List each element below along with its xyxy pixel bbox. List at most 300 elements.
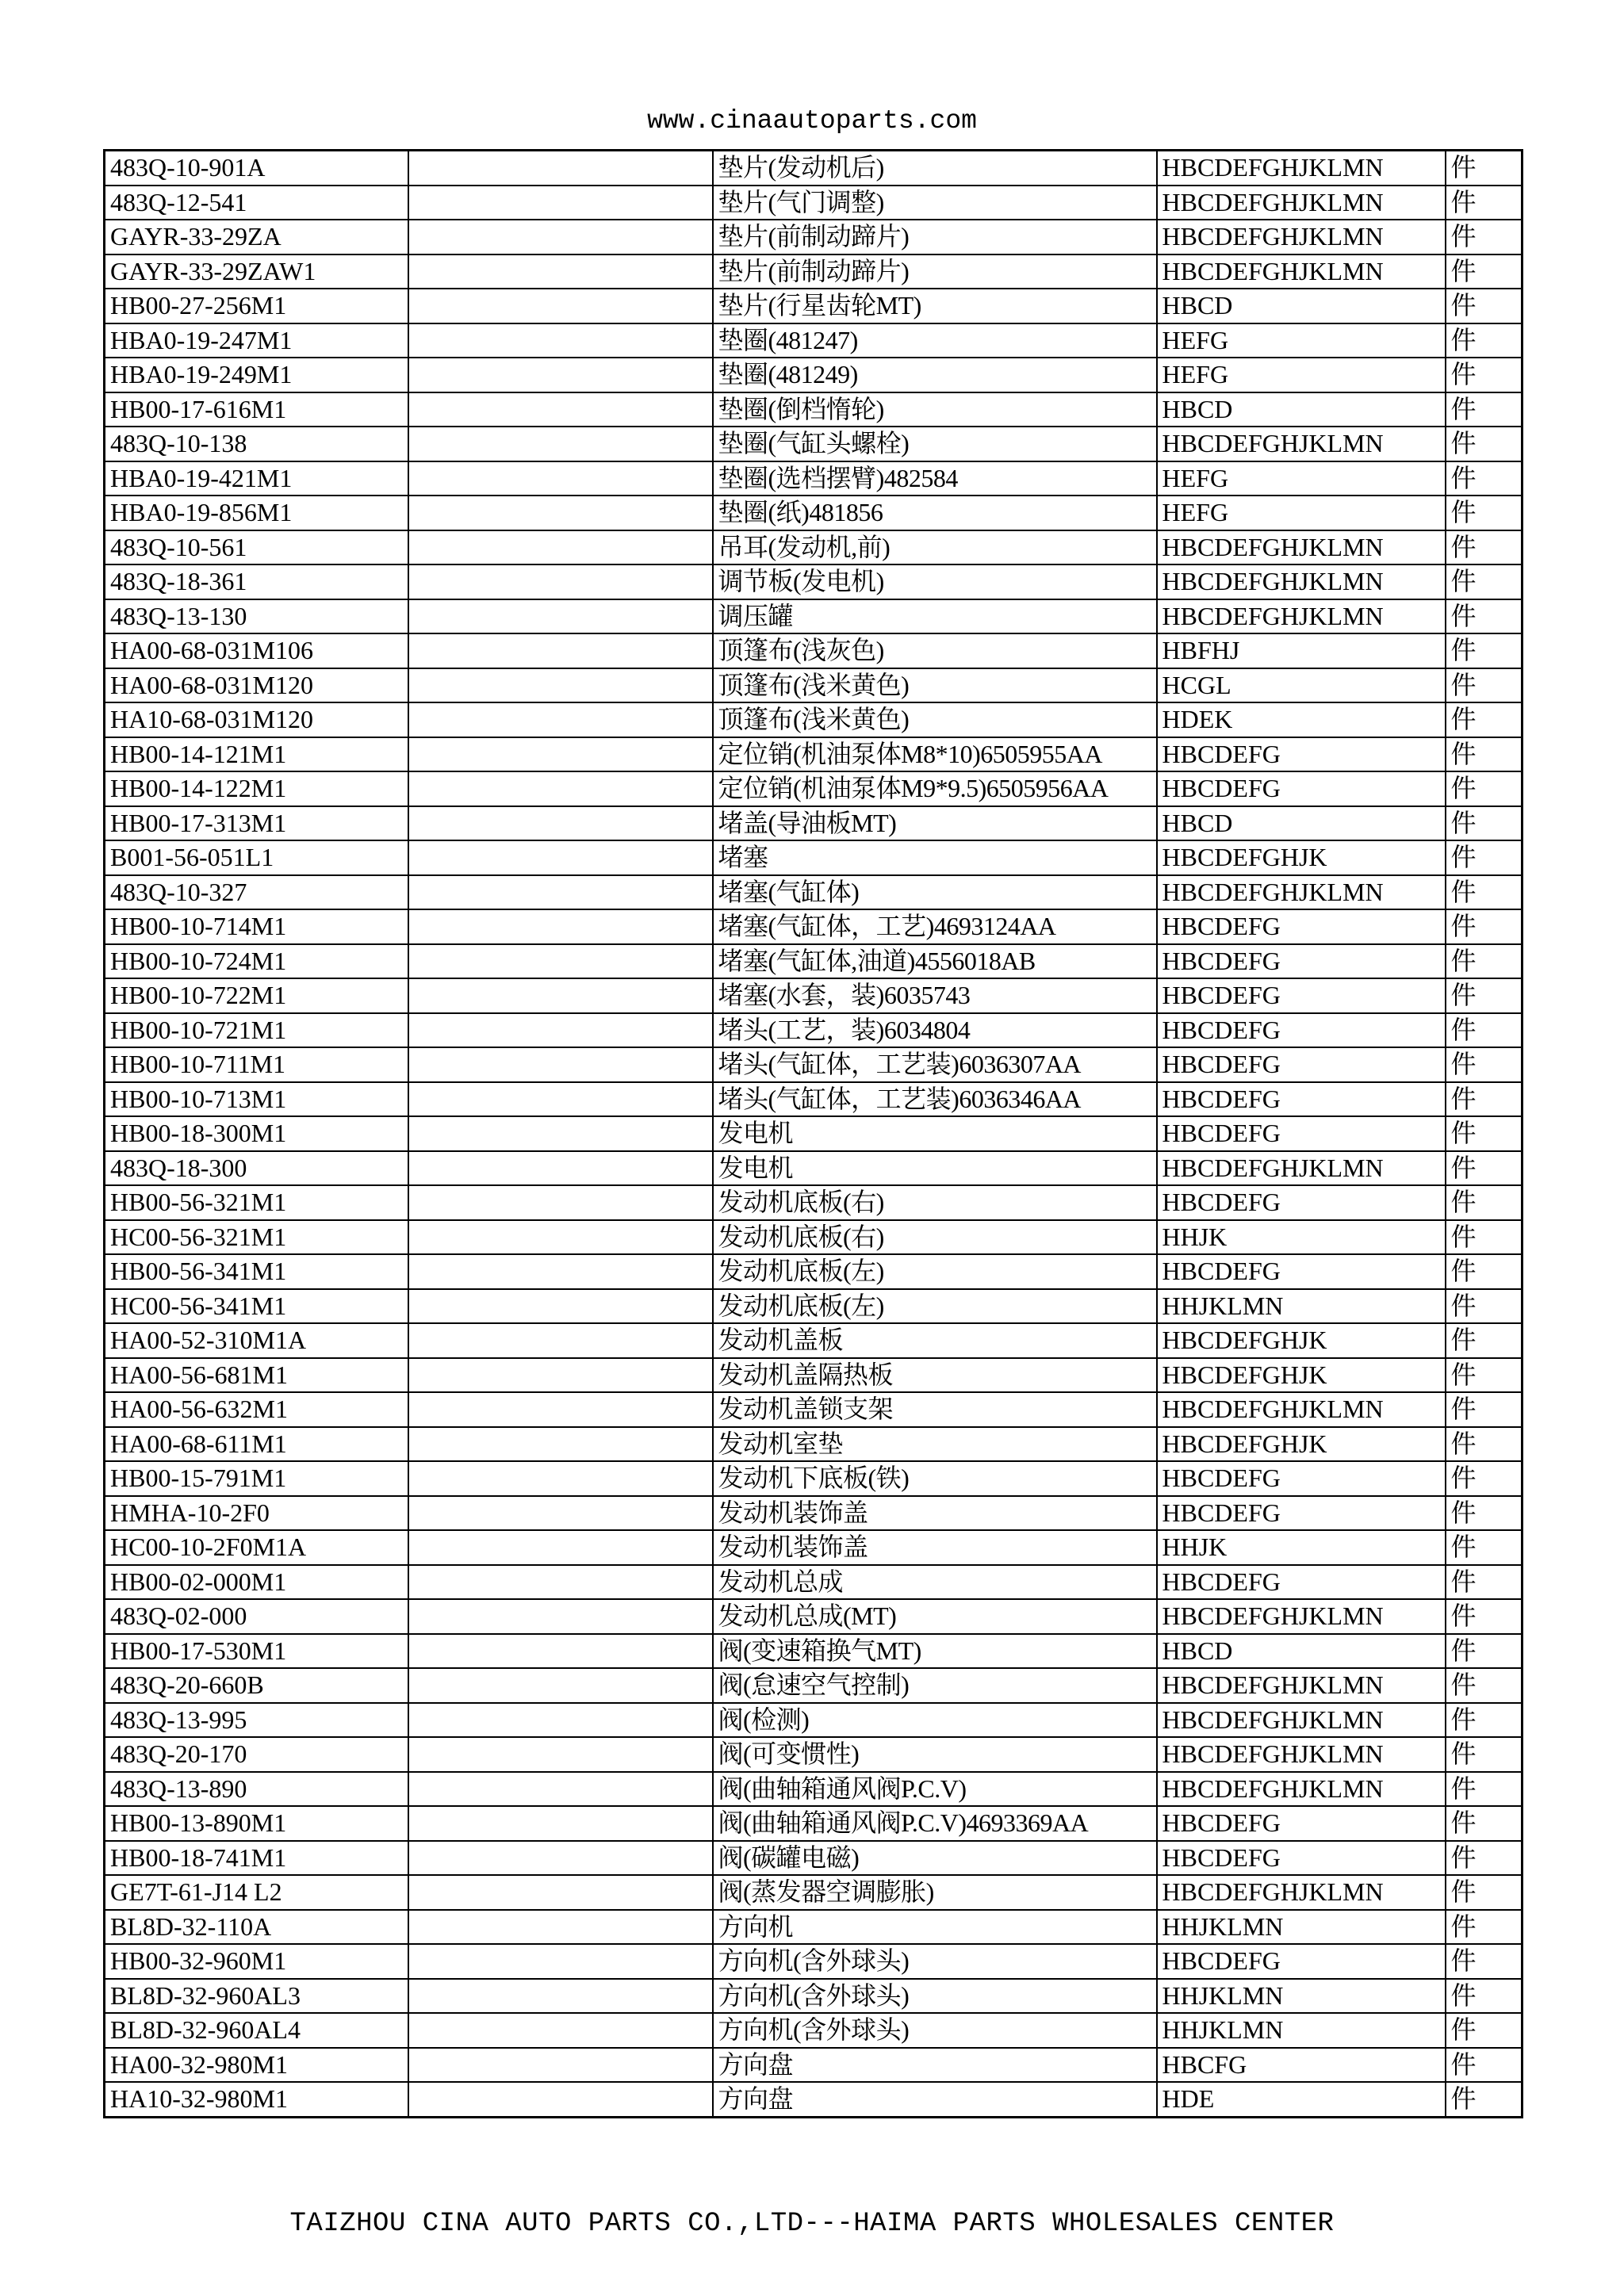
unit-cell: 件: [1446, 1703, 1522, 1738]
part-name-cell: 阀(怠速空气控制): [713, 1668, 1157, 1703]
applicable-models-cell: HBCDEFGHJKLMN: [1157, 1151, 1446, 1186]
table-row: [105, 496, 1522, 530]
applicable-models-cell: HBFHJ: [1157, 633, 1446, 668]
applicable-models-cell: HBCDEFGHJKLMN: [1157, 1668, 1446, 1703]
part-number-cell: HA00-68-031M106: [105, 633, 408, 668]
applicable-models-cell: HBCDEFG: [1157, 1944, 1446, 1979]
table-row: [105, 392, 1522, 427]
part-name-cell: 发动机底板(右): [713, 1220, 1157, 1255]
applicable-models-cell: HBCD: [1157, 1634, 1446, 1669]
unit-cell: 件: [1446, 1737, 1522, 1772]
unit-cell: 件: [1446, 840, 1522, 875]
blank-cell: [408, 1565, 713, 1600]
part-name-cell: 垫片(行星齿轮MT): [713, 289, 1157, 323]
part-name-cell: 堵塞: [713, 840, 1157, 875]
table-row: [105, 737, 1522, 772]
blank-cell: [408, 1599, 713, 1634]
part-number-cell: 483Q-12-541: [105, 186, 408, 220]
blank-cell: [408, 186, 713, 220]
table-row: [105, 806, 1522, 841]
applicable-models-cell: HBCD: [1157, 289, 1446, 323]
applicable-models-cell: HBCDEFG: [1157, 978, 1446, 1013]
part-number-cell: 483Q-20-170: [105, 1737, 408, 1772]
table-row: [105, 1599, 1522, 1634]
blank-cell: [408, 1910, 713, 1945]
part-number-cell: HB00-15-791M1: [105, 1461, 408, 1496]
unit-cell: 件: [1446, 2048, 1522, 2083]
unit-cell: 件: [1446, 1565, 1522, 1600]
unit-cell: 件: [1446, 1289, 1522, 1324]
applicable-models-cell: HBCDEFGHJKLMN: [1157, 220, 1446, 254]
part-name-cell: 阀(变速箱换气MT): [713, 1634, 1157, 1669]
part-number-cell: HA00-68-031M120: [105, 668, 408, 703]
unit-cell: 件: [1446, 1013, 1522, 1048]
part-number-cell: HB00-17-313M1: [105, 806, 408, 841]
table-row: [105, 1565, 1522, 1600]
unit-cell: 件: [1446, 1082, 1522, 1117]
table-row: [105, 1013, 1522, 1048]
table-row: [105, 1220, 1522, 1255]
applicable-models-cell: HEFG: [1157, 323, 1446, 358]
applicable-models-cell: HBCDEFG: [1157, 1461, 1446, 1496]
table-row: [105, 875, 1522, 910]
part-number-cell: HB00-10-711M1: [105, 1047, 408, 1082]
part-number-cell: HB00-10-714M1: [105, 909, 408, 944]
part-number-cell: HB00-32-960M1: [105, 1944, 408, 1979]
table-row: [105, 254, 1522, 289]
part-name-cell: 发动机底板(左): [713, 1254, 1157, 1289]
part-number-cell: HA10-68-031M120: [105, 702, 408, 737]
applicable-models-cell: HHJKLMN: [1157, 2013, 1446, 2048]
applicable-models-cell: HBCDEFG: [1157, 1013, 1446, 1048]
applicable-models-cell: HEFG: [1157, 358, 1446, 392]
part-name-cell: 调节板(发电机): [713, 564, 1157, 599]
table-row: [105, 1737, 1522, 1772]
table-row: [105, 1910, 1522, 1945]
part-name-cell: 方向盘: [713, 2082, 1157, 2117]
part-number-cell: GAYR-33-29ZAW1: [105, 254, 408, 289]
blank-cell: [408, 496, 713, 530]
applicable-models-cell: HBCDEFGHJK: [1157, 1427, 1446, 1462]
blank-cell: [408, 427, 713, 461]
table-row: [105, 1358, 1522, 1393]
blank-cell: [408, 151, 713, 186]
unit-cell: 件: [1446, 1979, 1522, 2014]
unit-cell: 件: [1446, 944, 1522, 979]
part-number-cell: HA00-56-632M1: [105, 1392, 408, 1427]
part-number-cell: B001-56-051L1: [105, 840, 408, 875]
unit-cell: 件: [1446, 186, 1522, 220]
applicable-models-cell: HBCDEFGHJK: [1157, 840, 1446, 875]
blank-cell: [408, 220, 713, 254]
table-row: [105, 1427, 1522, 1462]
unit-cell: 件: [1446, 875, 1522, 910]
blank-cell: [408, 323, 713, 358]
applicable-models-cell: HBCDEFG: [1157, 1841, 1446, 1876]
part-number-cell: HB00-56-341M1: [105, 1254, 408, 1289]
blank-cell: [408, 254, 713, 289]
applicable-models-cell: HBCDEFG: [1157, 1047, 1446, 1082]
applicable-models-cell: HBCDEFGHJKLMN: [1157, 1703, 1446, 1738]
table-row: [105, 2013, 1522, 2048]
unit-cell: 件: [1446, 1116, 1522, 1151]
part-number-cell: HB00-27-256M1: [105, 289, 408, 323]
part-name-cell: 垫片(前制动蹄片): [713, 220, 1157, 254]
unit-cell: 件: [1446, 1047, 1522, 1082]
part-number-cell: HB00-10-722M1: [105, 978, 408, 1013]
unit-cell: 件: [1446, 978, 1522, 1013]
blank-cell: [408, 289, 713, 323]
applicable-models-cell: HBCDEFGHJKLMN: [1157, 875, 1446, 910]
part-number-cell: HA00-68-611M1: [105, 1427, 408, 1462]
unit-cell: 件: [1446, 1668, 1522, 1703]
part-name-cell: 阀(检测): [713, 1703, 1157, 1738]
part-number-cell: 483Q-18-300: [105, 1151, 408, 1186]
part-name-cell: 发动机装饰盖: [713, 1496, 1157, 1531]
blank-cell: [408, 1151, 713, 1186]
part-name-cell: 垫片(气门调整): [713, 186, 1157, 220]
applicable-models-cell: HBCDEFGHJKLMN: [1157, 1772, 1446, 1807]
part-name-cell: 堵头(气缸体，工艺装)6036346AA: [713, 1082, 1157, 1117]
blank-cell: [408, 2013, 713, 2048]
unit-cell: 件: [1446, 220, 1522, 254]
part-number-cell: 483Q-18-361: [105, 564, 408, 599]
part-number-cell: BL8D-32-960AL4: [105, 2013, 408, 2048]
blank-cell: [408, 1737, 713, 1772]
part-name-cell: 顶篷布(浅米黄色): [713, 668, 1157, 703]
table-row: [105, 1875, 1522, 1910]
unit-cell: 件: [1446, 909, 1522, 944]
table-row: [105, 909, 1522, 944]
table-row: [105, 220, 1522, 254]
unit-cell: 件: [1446, 1634, 1522, 1669]
part-name-cell: 方向机: [713, 1910, 1157, 1945]
table-row: [105, 1634, 1522, 1669]
applicable-models-cell: HDEK: [1157, 702, 1446, 737]
blank-cell: [408, 840, 713, 875]
part-name-cell: 发动机室垫: [713, 1427, 1157, 1462]
table-row: [105, 1151, 1522, 1186]
part-name-cell: 堵头(工艺，装)6034804: [713, 1013, 1157, 1048]
applicable-models-cell: HBCDEFG: [1157, 1254, 1446, 1289]
table-row: [105, 1185, 1522, 1220]
table-row: [105, 633, 1522, 668]
table-row: [105, 186, 1522, 220]
blank-cell: [408, 978, 713, 1013]
part-name-cell: 方向机(含外球头): [713, 1979, 1157, 2014]
applicable-models-cell: HCGL: [1157, 668, 1446, 703]
part-number-cell: BL8D-32-960AL3: [105, 1979, 408, 2014]
table-row: [105, 668, 1522, 703]
blank-cell: [408, 1703, 713, 1738]
blank-cell: [408, 1289, 713, 1324]
blank-cell: [408, 1427, 713, 1462]
part-number-cell: 483Q-13-995: [105, 1703, 408, 1738]
table-row: [105, 461, 1522, 496]
blank-cell: [408, 358, 713, 392]
table-row: [105, 1116, 1522, 1151]
part-number-cell: HMHA-10-2F0: [105, 1496, 408, 1531]
part-number-cell: 483Q-10-138: [105, 427, 408, 461]
blank-cell: [408, 909, 713, 944]
applicable-models-cell: HBCDEFG: [1157, 1185, 1446, 1220]
unit-cell: 件: [1446, 1806, 1522, 1841]
blank-cell: [408, 2048, 713, 2083]
applicable-models-cell: HHJKLMN: [1157, 1289, 1446, 1324]
applicable-models-cell: HBCDEFGHJKLMN: [1157, 1875, 1446, 1910]
unit-cell: 件: [1446, 1496, 1522, 1531]
part-name-cell: 堵塞(气缸体,油道)4556018AB: [713, 944, 1157, 979]
unit-cell: 件: [1446, 1772, 1522, 1807]
part-number-cell: 483Q-20-660B: [105, 1668, 408, 1703]
table-row: [105, 2082, 1522, 2117]
part-name-cell: 发动机装饰盖: [713, 1530, 1157, 1565]
blank-cell: [408, 1530, 713, 1565]
part-number-cell: HB00-14-122M1: [105, 771, 408, 806]
unit-cell: 件: [1446, 289, 1522, 323]
part-name-cell: 阀(曲轴箱通风阀P.C.V)4693369AA: [713, 1806, 1157, 1841]
unit-cell: 件: [1446, 1910, 1522, 1945]
part-name-cell: 垫圈(纸)481856: [713, 496, 1157, 530]
applicable-models-cell: HBCDEFG: [1157, 737, 1446, 772]
blank-cell: [408, 668, 713, 703]
table-row: [105, 1323, 1522, 1358]
applicable-models-cell: HBCDEFGHJKLMN: [1157, 599, 1446, 634]
parts-table-body: [105, 151, 1522, 2118]
part-name-cell: 阀(曲轴箱通风阀P.C.V): [713, 1772, 1157, 1807]
part-name-cell: 调压罐: [713, 599, 1157, 634]
part-name-cell: 发动机盖隔热板: [713, 1358, 1157, 1393]
unit-cell: 件: [1446, 1185, 1522, 1220]
part-number-cell: HA00-56-681M1: [105, 1358, 408, 1393]
applicable-models-cell: HBCDEFGHJKLMN: [1157, 1392, 1446, 1427]
part-name-cell: 方向机(含外球头): [713, 2013, 1157, 2048]
unit-cell: 件: [1446, 1530, 1522, 1565]
part-number-cell: 483Q-10-901A: [105, 151, 408, 186]
part-name-cell: 顶篷布(浅灰色): [713, 633, 1157, 668]
part-number-cell: 483Q-13-890: [105, 1772, 408, 1807]
part-number-cell: HB00-18-300M1: [105, 1116, 408, 1151]
part-number-cell: HBA0-19-249M1: [105, 358, 408, 392]
applicable-models-cell: HBCDEFG: [1157, 1565, 1446, 1600]
blank-cell: [408, 771, 713, 806]
table-row: [105, 1979, 1522, 2014]
part-name-cell: 定位销(机油泵体M8*10)6505955AA: [713, 737, 1157, 772]
unit-cell: 件: [1446, 1841, 1522, 1876]
unit-cell: 件: [1446, 151, 1522, 186]
part-number-cell: HC00-56-321M1: [105, 1220, 408, 1255]
table-row: [105, 1944, 1522, 1979]
part-name-cell: 垫片(前制动蹄片): [713, 254, 1157, 289]
table-row: [105, 771, 1522, 806]
part-name-cell: 堵盖(导油板MT): [713, 806, 1157, 841]
applicable-models-cell: HBCDEFGHJKLMN: [1157, 427, 1446, 461]
table-row: [105, 289, 1522, 323]
applicable-models-cell: HBCDEFG: [1157, 944, 1446, 979]
part-number-cell: HB00-17-530M1: [105, 1634, 408, 1669]
applicable-models-cell: HHJKLMN: [1157, 1910, 1446, 1945]
part-name-cell: 堵塞(水套，装)6035743: [713, 978, 1157, 1013]
part-number-cell: HBA0-19-856M1: [105, 496, 408, 530]
applicable-models-cell: HHJK: [1157, 1220, 1446, 1255]
applicable-models-cell: HBCD: [1157, 392, 1446, 427]
table-row: [105, 1461, 1522, 1496]
unit-cell: 件: [1446, 358, 1522, 392]
part-name-cell: 方向机(含外球头): [713, 1944, 1157, 1979]
part-number-cell: HC00-56-341M1: [105, 1289, 408, 1324]
blank-cell: [408, 1944, 713, 1979]
table-row: [105, 1668, 1522, 1703]
part-number-cell: HB00-10-721M1: [105, 1013, 408, 1048]
table-row: [105, 151, 1522, 186]
blank-cell: [408, 1841, 713, 1876]
part-name-cell: 垫片(发动机后): [713, 151, 1157, 186]
part-number-cell: HA10-32-980M1: [105, 2082, 408, 2117]
unit-cell: 件: [1446, 2013, 1522, 2048]
unit-cell: 件: [1446, 1427, 1522, 1462]
part-number-cell: HB00-18-741M1: [105, 1841, 408, 1876]
applicable-models-cell: HBCDEFG: [1157, 771, 1446, 806]
company-footer: TAIZHOU CINA AUTO PARTS CO.,LTD---HAIMA PARTS WHOLESALES CENTER: [289, 2209, 1335, 2239]
table-row: [105, 1289, 1522, 1324]
applicable-models-cell: HBCDEFGHJKLMN: [1157, 254, 1446, 289]
unit-cell: 件: [1446, 1323, 1522, 1358]
unit-cell: 件: [1446, 599, 1522, 634]
unit-cell: 件: [1446, 806, 1522, 841]
unit-cell: 件: [1446, 564, 1522, 599]
unit-cell: 件: [1446, 2082, 1522, 2117]
blank-cell: [408, 1047, 713, 1082]
blank-cell: [408, 1358, 713, 1393]
unit-cell: 件: [1446, 1254, 1522, 1289]
table-row: [105, 1772, 1522, 1807]
unit-cell: 件: [1446, 1944, 1522, 1979]
blank-cell: [408, 737, 713, 772]
part-name-cell: 发动机盖锁支架: [713, 1392, 1157, 1427]
blank-cell: [408, 1220, 713, 1255]
unit-cell: 件: [1446, 496, 1522, 530]
blank-cell: [408, 2082, 713, 2117]
part-name-cell: 方向盘: [713, 2048, 1157, 2083]
blank-cell: [408, 1979, 713, 2014]
table-row: [105, 1254, 1522, 1289]
unit-cell: 件: [1446, 737, 1522, 772]
blank-cell: [408, 875, 713, 910]
table-row: [105, 944, 1522, 979]
part-number-cell: HA00-32-980M1: [105, 2048, 408, 2083]
unit-cell: 件: [1446, 1358, 1522, 1393]
blank-cell: [408, 1806, 713, 1841]
blank-cell: [408, 392, 713, 427]
applicable-models-cell: HBCDEFG: [1157, 1496, 1446, 1531]
unit-cell: 件: [1446, 1461, 1522, 1496]
blank-cell: [408, 461, 713, 496]
part-number-cell: HB00-17-616M1: [105, 392, 408, 427]
applicable-models-cell: HBCDEFGHJK: [1157, 1323, 1446, 1358]
applicable-models-cell: HBCD: [1157, 806, 1446, 841]
unit-cell: 件: [1446, 323, 1522, 358]
blank-cell: [408, 1082, 713, 1117]
unit-cell: 件: [1446, 392, 1522, 427]
part-number-cell: HB00-14-121M1: [105, 737, 408, 772]
part-number-cell: HB00-10-713M1: [105, 1082, 408, 1117]
applicable-models-cell: HHJK: [1157, 1530, 1446, 1565]
unit-cell: 件: [1446, 1151, 1522, 1186]
part-number-cell: HB00-13-890M1: [105, 1806, 408, 1841]
part-name-cell: 垫圈(481249): [713, 358, 1157, 392]
part-name-cell: 定位销(机油泵体M9*9.5)6505956AA: [713, 771, 1157, 806]
blank-cell: [408, 633, 713, 668]
blank-cell: [408, 1496, 713, 1531]
part-number-cell: 483Q-02-000: [105, 1599, 408, 1634]
blank-cell: [408, 1875, 713, 1910]
table-row: [105, 1806, 1522, 1841]
part-name-cell: 垫圈(选档摆臂)482584: [713, 461, 1157, 496]
part-name-cell: 发动机下底板(铁): [713, 1461, 1157, 1496]
part-name-cell: 发动机总成(MT): [713, 1599, 1157, 1634]
table-row: [105, 427, 1522, 461]
table-row: [105, 358, 1522, 392]
blank-cell: [408, 1392, 713, 1427]
part-name-cell: 垫圈(倒档惰轮): [713, 392, 1157, 427]
blank-cell: [408, 1254, 713, 1289]
unit-cell: 件: [1446, 1875, 1522, 1910]
part-number-cell: GE7T-61-J14 L2: [105, 1875, 408, 1910]
table-row: [105, 978, 1522, 1013]
blank-cell: [408, 1116, 713, 1151]
table-row: [105, 1530, 1522, 1565]
applicable-models-cell: HBCDEFG: [1157, 1806, 1446, 1841]
website-header: www.cinaautoparts.com: [647, 106, 977, 136]
unit-cell: 件: [1446, 771, 1522, 806]
applicable-models-cell: HBCDEFGHJKLMN: [1157, 186, 1446, 220]
part-name-cell: 发动机底板(左): [713, 1289, 1157, 1324]
blank-cell: [408, 530, 713, 565]
applicable-models-cell: HBCDEFGHJKLMN: [1157, 151, 1446, 186]
part-name-cell: 发动机底板(右): [713, 1185, 1157, 1220]
applicable-models-cell: HBCDEFG: [1157, 1116, 1446, 1151]
table-row: [105, 1703, 1522, 1738]
blank-cell: [408, 702, 713, 737]
applicable-models-cell: HDE: [1157, 2082, 1446, 2117]
part-number-cell: HBA0-19-421M1: [105, 461, 408, 496]
table-row: [105, 702, 1522, 737]
unit-cell: 件: [1446, 1392, 1522, 1427]
table-row: [105, 323, 1522, 358]
part-name-cell: 阀(可变惯性): [713, 1737, 1157, 1772]
blank-cell: [408, 1185, 713, 1220]
applicable-models-cell: HBCDEFGHJKLMN: [1157, 1599, 1446, 1634]
applicable-models-cell: HBCDEFGHJKLMN: [1157, 564, 1446, 599]
table-row: [105, 530, 1522, 565]
applicable-models-cell: HBCDEFGHJKLMN: [1157, 530, 1446, 565]
part-number-cell: HB00-56-321M1: [105, 1185, 408, 1220]
table-row: [105, 564, 1522, 599]
applicable-models-cell: HBCDEFGHJK: [1157, 1358, 1446, 1393]
table-row: [105, 2048, 1522, 2083]
unit-cell: 件: [1446, 254, 1522, 289]
unit-cell: 件: [1446, 1599, 1522, 1634]
part-name-cell: 阀(蒸发器空调膨胀): [713, 1875, 1157, 1910]
applicable-models-cell: HEFG: [1157, 461, 1446, 496]
applicable-models-cell: HHJKLMN: [1157, 1979, 1446, 2014]
part-name-cell: 顶篷布(浅米黄色): [713, 702, 1157, 737]
unit-cell: 件: [1446, 668, 1522, 703]
part-number-cell: HA00-52-310M1A: [105, 1323, 408, 1358]
blank-cell: [408, 564, 713, 599]
part-number-cell: BL8D-32-110A: [105, 1910, 408, 1945]
table-row: [105, 1496, 1522, 1531]
